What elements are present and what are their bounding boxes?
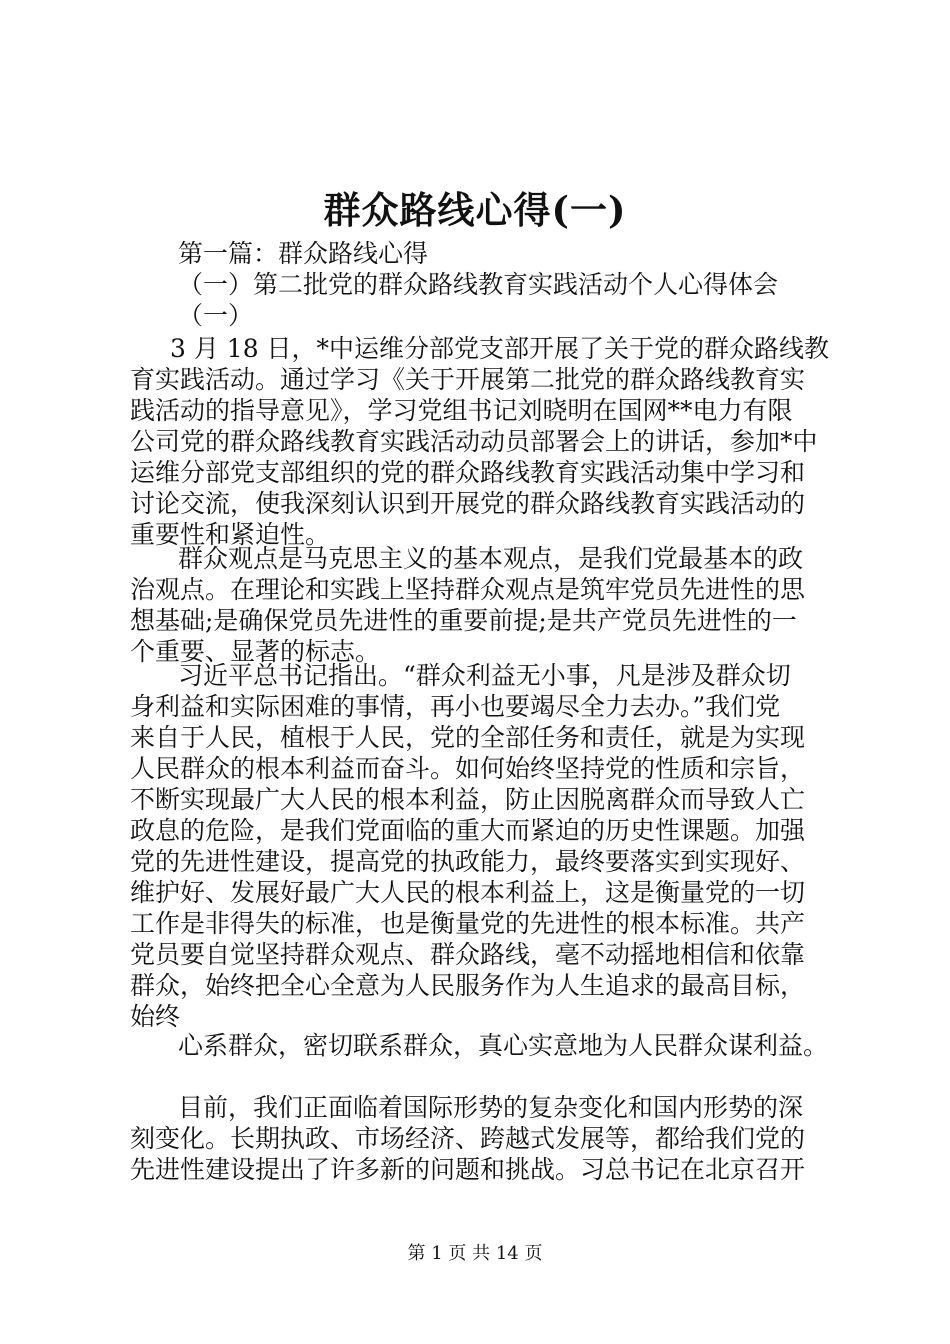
document-title: 群众路线心得(一): [323, 188, 627, 232]
paragraph-line: 目前，我们正面临着国际形势的复杂变化和国内形势的深: [178, 1093, 804, 1122]
paragraph-line: 个重要、显著的标志。: [130, 637, 381, 666]
paragraph-line: 想基础;是确保党员先进性的重要前提;是共产党员先进性的一: [130, 606, 797, 635]
paragraph-line: 习近平总书记指出。“群众利益无小事，凡是涉及群众切: [178, 661, 791, 690]
paragraph-line: 工作是非得失的标准，也是衡量党的先进性的根本标准。共产: [130, 909, 806, 938]
paragraph-line: 运维分部党支部组织的党的群众路线教育实践活动集中学习和: [130, 458, 806, 487]
paragraph-line: 维护好、发展好最广大人民的根本利益上，这是衡量党的一切: [130, 878, 806, 907]
paragraph-line: 始终: [130, 1002, 181, 1031]
paragraph-line: 刻变化。长期执政、市场经济、跨越式发展等，都给我们党的: [130, 1124, 806, 1153]
subheading-line: （一）第二批党的群众路线教育实践活动个人心得体会: [178, 270, 779, 299]
paragraph-line: 育实践活动。通过学习《关于开展第二批党的群众路线教育实: [130, 365, 806, 394]
paragraph-line: 心系群众，密切联系群众，真心实意地为人民群众谋利益。: [178, 1031, 829, 1060]
subheading-line: （一）: [178, 301, 254, 330]
paragraph-line: 3 月 18 日，*中运维分部党支部开展了关于党的群众路线教: [170, 334, 830, 363]
page-footer: 第 1 页 共 14 页: [407, 1243, 543, 1264]
paragraph-line: 人民群众的根本利益而奋斗。如何始终坚持党的性质和宗旨，: [130, 754, 806, 783]
paragraph-line: 群众，始终把全心全意为人民服务作为人生追求的最高目标，: [130, 971, 806, 1000]
paragraph-line: 群众观点是马克思主义的基本观点，是我们党最基本的政: [178, 544, 804, 573]
paragraph-line: 党员要自觉坚持群众观点、群众路线，毫不动摇地相信和依靠: [130, 940, 806, 969]
paragraph-line: 身利益和实际困难的事情，再小也要竭尽全力去办。”我们党: [130, 692, 781, 721]
paragraph-line: 来自于人民，植根于人民，党的全部任务和责任，就是为实现: [130, 723, 806, 752]
paragraph-line: 践活动的指导意见》，学习党组书记刘晓明在国网**电力有限: [130, 396, 793, 425]
paragraph-line: 治观点。在理论和实践上坚持群众观点是筑牢党员先进性的思: [130, 575, 806, 604]
paragraph-line: 党的先进性建设，提高党的执政能力，最终要落实到实现好、: [130, 847, 806, 876]
paragraph-line: 不断实现最广大人民的根本利益，防止因脱离群众而导致人亡: [130, 785, 806, 814]
paragraph-line: 重要性和紧迫性。: [130, 520, 331, 549]
paragraph-line: 政息的危险，是我们党面临的重大而紧迫的历史性课题。加强: [130, 816, 806, 845]
paragraph-line: 讨论交流，使我深刻认识到开展党的群众路线教育实践活动的: [130, 489, 806, 518]
paragraph-line: 公司党的群众路线教育实践活动动员部署会上的讲话，参加*中: [130, 427, 818, 456]
section-heading: 第一篇：群众路线心得: [178, 239, 429, 268]
paragraph-line: 先进性建设提出了许多新的问题和挑战。习总书记在北京召开: [130, 1155, 806, 1184]
